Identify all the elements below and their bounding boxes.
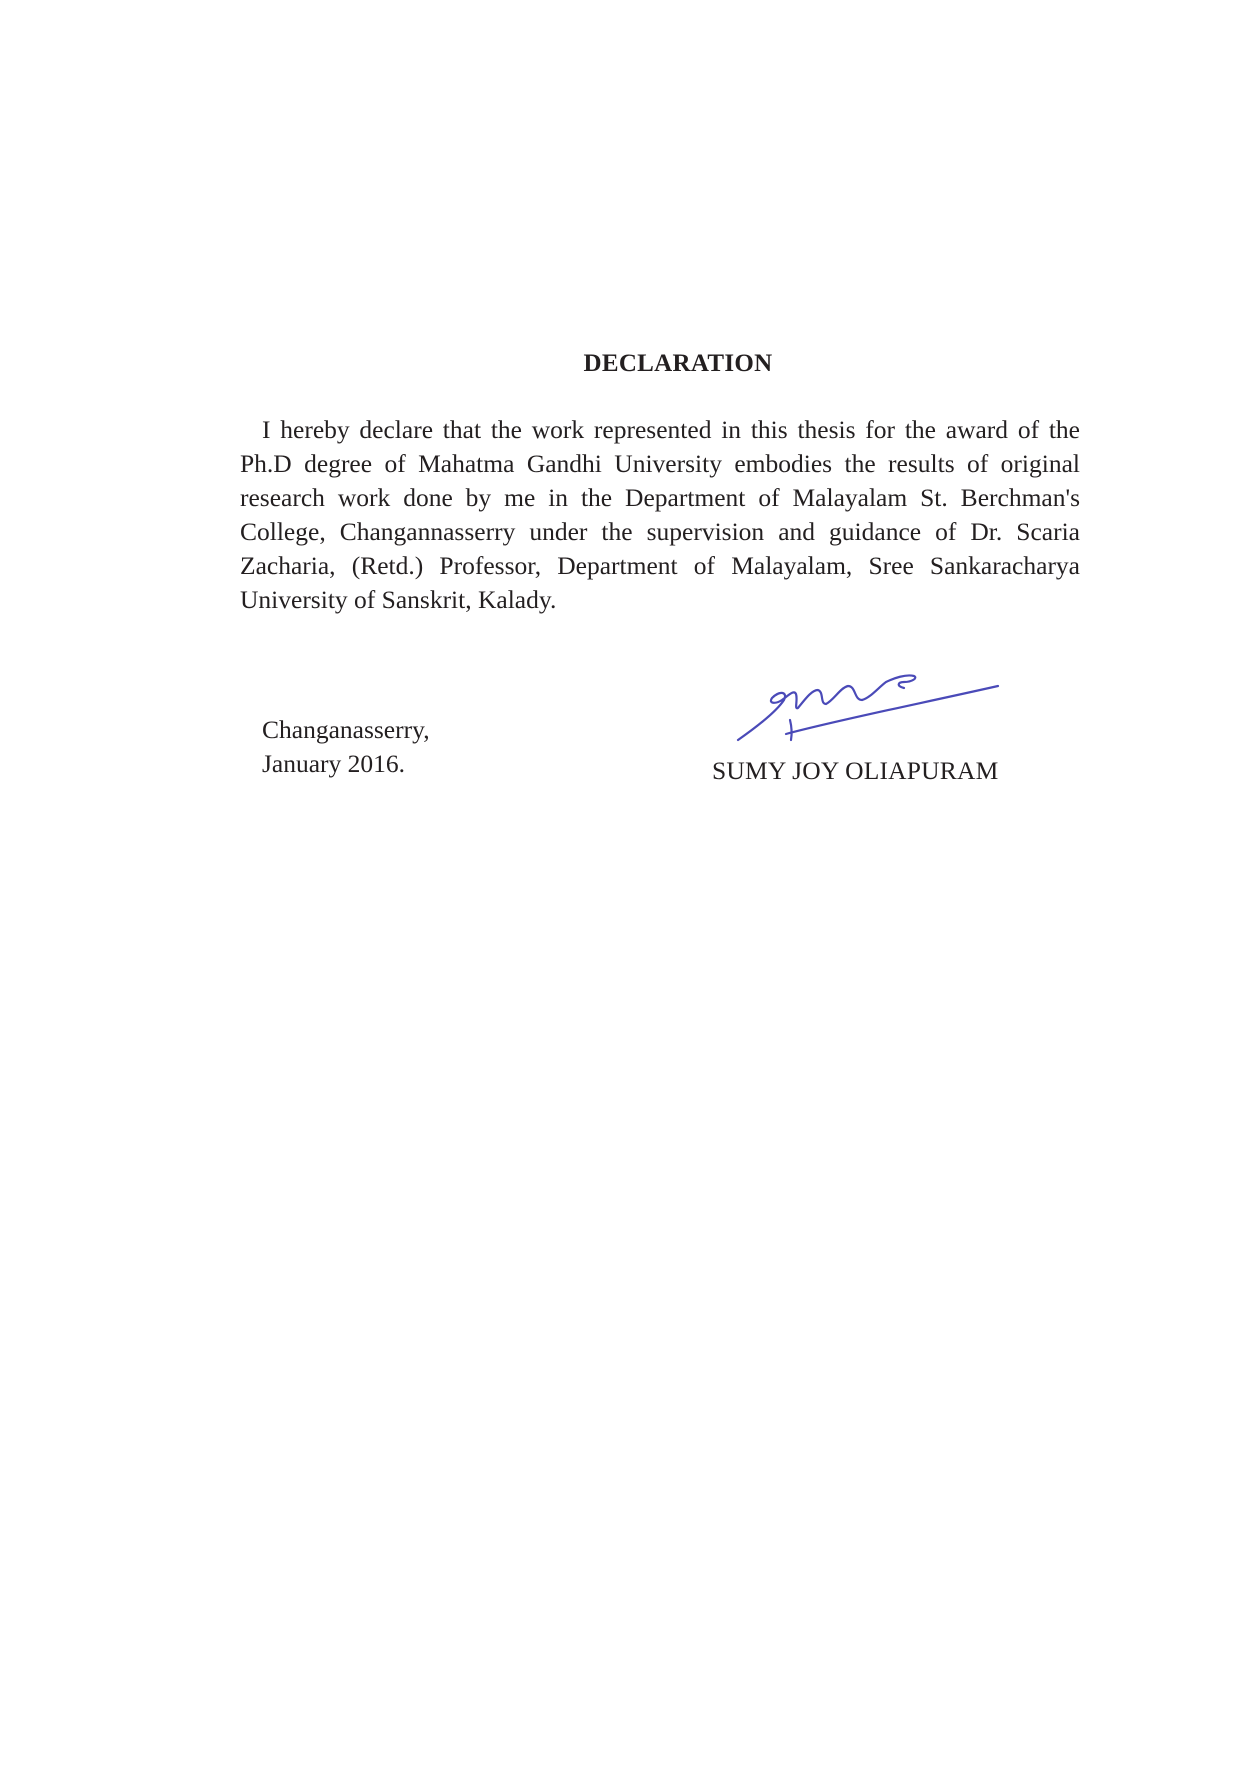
page-title: DECLARATION [583,350,773,377]
signature-stroke-main [738,675,915,740]
signature-stroke-flourish [786,686,998,734]
place-date-block [262,713,430,781]
signature-stroke-tick [790,720,792,740]
handwritten-signature [728,664,1008,746]
place-label: Changanasserry, [262,715,430,744]
declaration-paragraph: I hereby declare that the work represented in this thesis for the award of the Ph.D degree of Mahatma Gandhi University embodies the results of original research work done by me in the Department of Malayalam St. Berchman's College, Changannasserry under the supervision and guidance of Dr. Scaria Zacharia, (Retd.) Professor, Department of Malayalam, Sree Sankaracharya University of Sanskrit, Kalady. [240,415,1080,614]
signer-name: SUMY JOY OLIAPURAM [712,756,999,785]
date-label: January 2016. [262,749,406,778]
